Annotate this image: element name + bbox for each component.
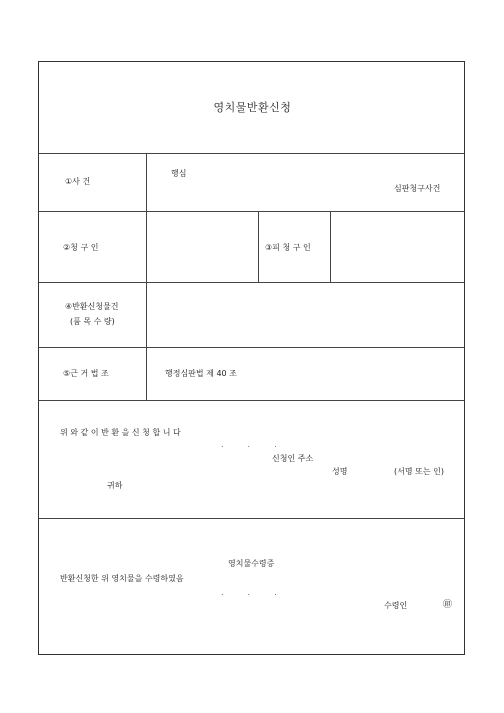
respondent-label: ③피 청 구 인 [265,243,311,252]
row-divider-parties [39,282,464,283]
receipt-title: 영치물수령증 [228,559,275,568]
legal-basis-label: ⑤근 거 법 조 [63,369,109,378]
label-column-divider [146,153,147,400]
seized-item-return-form [38,61,465,655]
form-title: 영치물반환신청 [213,101,292,114]
respondent-label-right-divider [330,211,331,282]
claimant-label: ②청 구 인 [63,243,99,252]
receipt-date-marks: ... [221,588,301,597]
applicant-name-label: 성명 [332,467,348,476]
seal-icon: ㊞ [443,600,453,610]
claimant-field[interactable] [148,213,256,280]
case-number-field[interactable] [194,166,384,194]
applicant-address-label: 신청인 주소 [272,454,314,463]
row-divider-title [39,153,464,154]
case-prefix: 행심 [171,169,187,178]
row-divider-application [39,518,464,519]
case-label: ①사 건 [65,177,91,186]
recipient-label: 수령인 [384,601,408,610]
application-statement: 위 와 같 이 반 환 을 신 청 합 니 다 [60,428,181,437]
item-label-line2: (품 목 수 량) [70,317,115,326]
signature-note: (서명 또는 인) [394,467,444,476]
item-label-line1: ④반환신청물건 [65,302,119,311]
respondent-label-left-divider [258,211,259,282]
row-divider-legal [39,400,464,401]
case-suffix: 심판청구사건 [394,184,441,193]
item-field[interactable] [148,284,462,345]
legal-basis-value: 행정심판법 제 40 조 [165,369,237,378]
row-divider-case [39,211,464,212]
application-date-marks: ... [221,440,301,449]
receipt-statement: 반환신청한 위 영치물을 수령하였음 [60,574,184,583]
row-divider-item [39,347,464,348]
respondent-field[interactable] [332,213,462,280]
addressee: 귀하 [107,481,123,490]
